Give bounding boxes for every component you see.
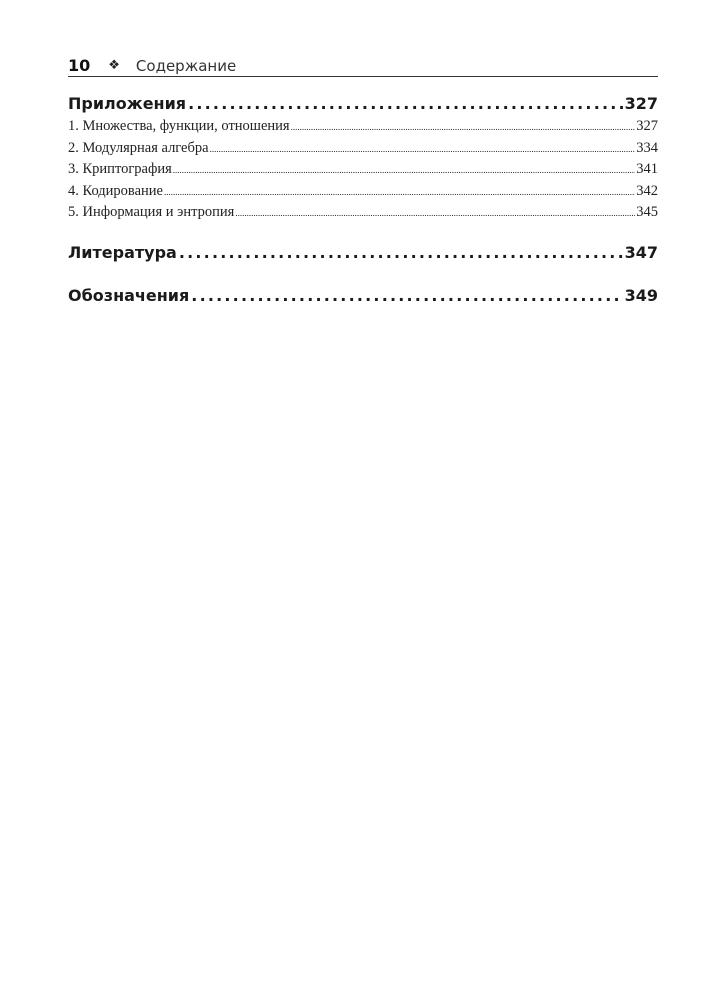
toc-subentry-page: 327 <box>636 118 658 134</box>
ornament-icon: ❖ <box>108 58 120 73</box>
toc-entry-page: 327 <box>624 94 658 113</box>
toc-subentry-page: 341 <box>636 161 658 177</box>
dot-leader <box>235 202 635 224</box>
toc-entry-label: Литература <box>68 242 177 262</box>
toc-subentry-label: 1. Множества, функции, отношения <box>68 118 290 134</box>
toc-subentry-1 <box>68 116 658 138</box>
spacer <box>68 224 658 241</box>
toc-subentry-page: 345 <box>636 204 658 220</box>
running-head-title: Содержание <box>135 57 237 75</box>
toc-subentry-page: 342 <box>636 182 658 199</box>
toc-entry-page: 347 <box>624 242 658 262</box>
toc-subentry-label: 5. Информация и энтропия <box>68 204 235 220</box>
toc-subentry-label: 2. Модулярная алгебра <box>68 139 209 156</box>
dot-leader <box>173 159 635 181</box>
dot-leader <box>191 284 622 308</box>
toc-entry-notation <box>68 284 658 308</box>
toc-entry-label: Приложения <box>68 94 187 113</box>
dot-leader <box>164 181 635 203</box>
toc-entry-appendix <box>68 92 658 116</box>
toc-subentry-label: 4. Кодирование <box>68 182 163 199</box>
toc-entry-page: 349 <box>624 285 658 305</box>
toc-subentry-page: 334 <box>636 139 658 156</box>
dot-leader <box>291 116 636 138</box>
toc-subentry-5 <box>68 202 658 224</box>
toc-entry-literature <box>68 241 658 265</box>
toc-subentry-3 <box>68 159 658 181</box>
table-of-contents <box>68 92 658 308</box>
toc-entry-label: Обозначения <box>68 285 190 305</box>
dot-leader <box>210 138 636 160</box>
spacer <box>68 265 658 284</box>
running-head <box>68 52 658 76</box>
page-number: 10 <box>68 56 91 75</box>
dot-leader <box>179 241 623 265</box>
header-rule <box>68 76 658 77</box>
toc-subentry-2 <box>68 138 658 160</box>
dot-leader <box>188 92 623 116</box>
toc-subentry-4 <box>68 181 658 203</box>
toc-subentry-label: 3. Криптография <box>68 161 172 177</box>
